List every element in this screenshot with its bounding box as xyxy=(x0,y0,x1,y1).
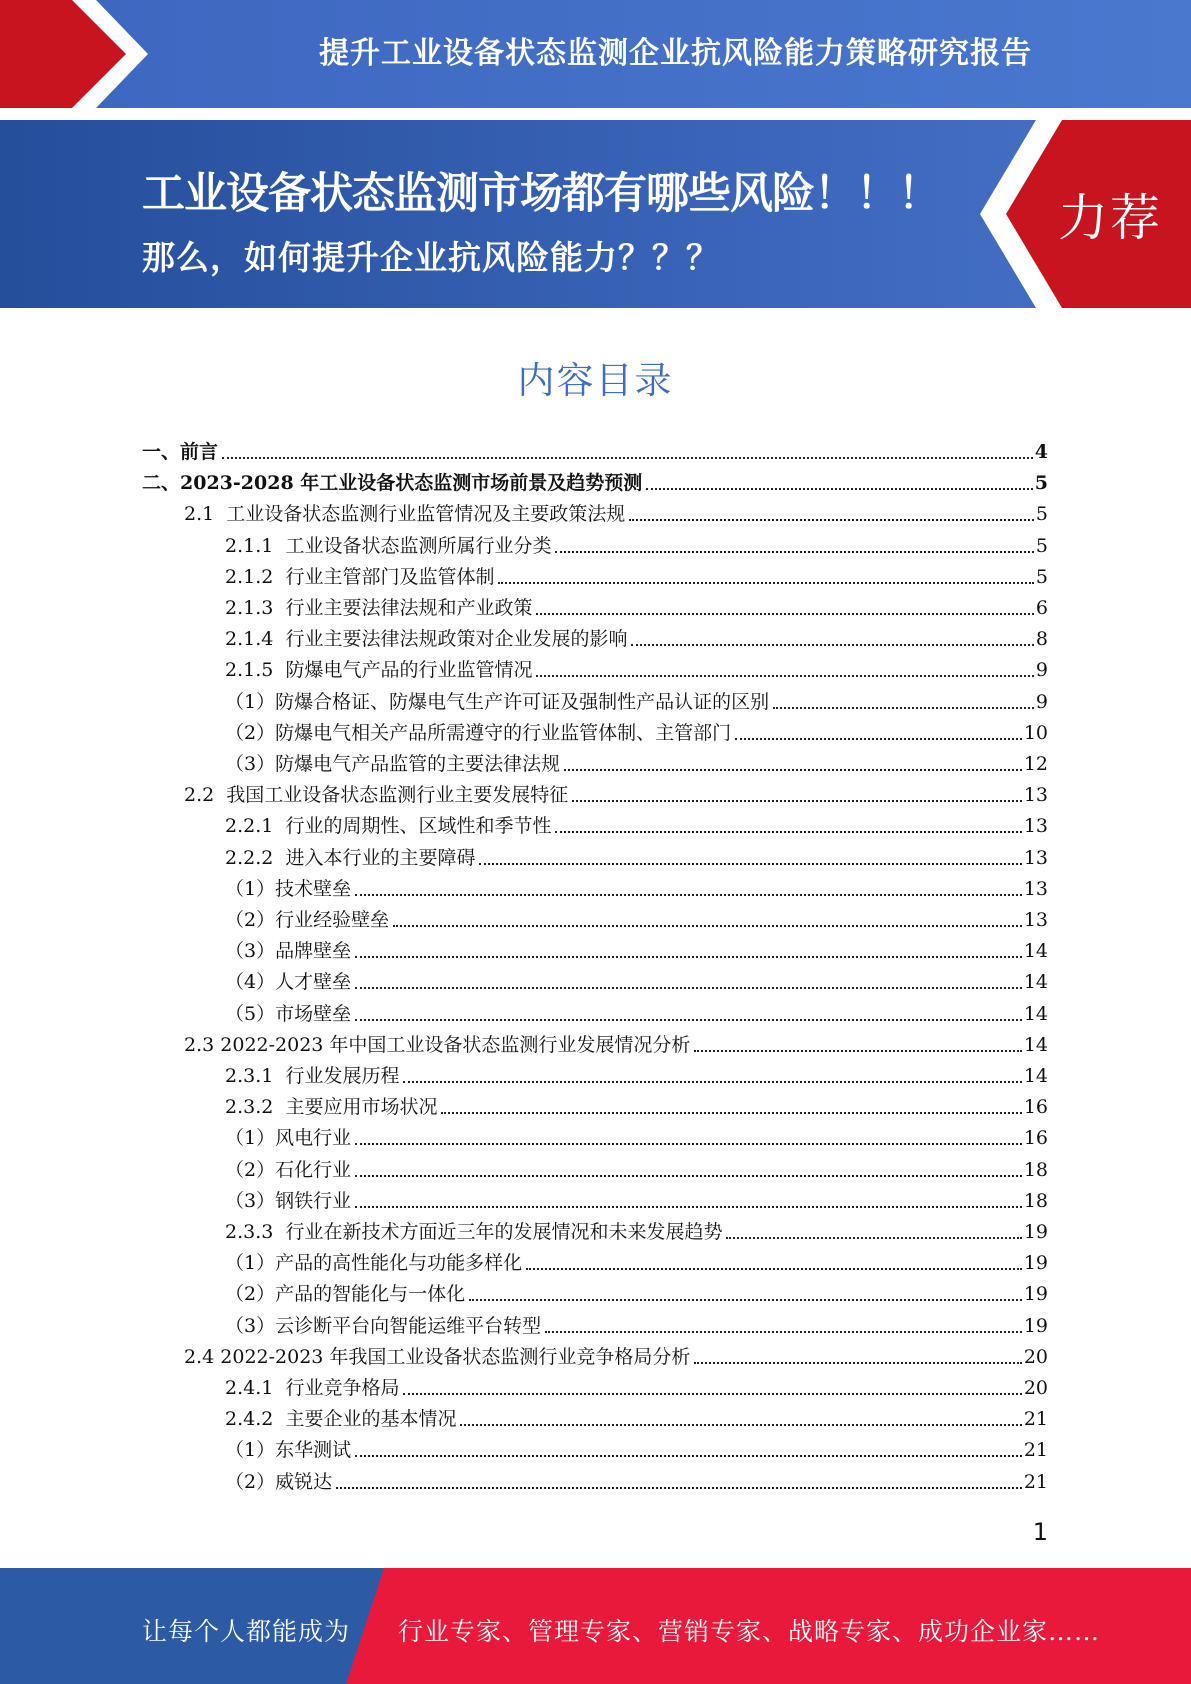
red-chevron-shape xyxy=(0,0,160,112)
toc-entry-label: 主要应用市场状况 xyxy=(285,1096,438,1119)
toc-entry[interactable] xyxy=(225,1186,1048,1216)
toc-leader-dots xyxy=(355,1206,1022,1208)
toc-entry[interactable] xyxy=(184,780,1048,810)
toc-entry-label: 前言 xyxy=(180,441,219,463)
toc-entry[interactable] xyxy=(225,999,1048,1029)
toc-leader-dots xyxy=(526,1268,1022,1270)
toc-entry-number: （1） xyxy=(225,1127,276,1150)
toc-leader-dots xyxy=(694,1362,1021,1364)
toc-entry-page: 14 xyxy=(1023,971,1048,994)
toc-entry[interactable] xyxy=(225,1373,1048,1403)
toc-entry[interactable] xyxy=(225,1404,1048,1434)
toc-entry-page: 14 xyxy=(1023,1065,1048,1087)
toc-entry-page: 16 xyxy=(1023,1096,1048,1119)
banner-headline: 工业设备状态监测市场都有哪些风险！！！ xyxy=(142,169,940,219)
toc-entry-page: 21 xyxy=(1023,1470,1048,1493)
toc-leader-dots xyxy=(545,1331,1022,1333)
banner-subheadline: 那么，如何提升企业抗风险能力？？？ xyxy=(142,238,720,277)
toc-entry-label: 防爆电气产品的行业监管情况 xyxy=(285,659,533,682)
toc-entry-number: （3） xyxy=(225,1189,276,1212)
toc-entry[interactable] xyxy=(225,936,1048,966)
toc-entry-number: 2.4.1 xyxy=(225,1377,286,1399)
toc-leader-dots xyxy=(479,863,1021,865)
toc-entry-number: 2.4 xyxy=(184,1345,221,1368)
toc-leader-dots xyxy=(355,956,1022,958)
toc-leader-dots xyxy=(726,1237,1021,1239)
toc-entry-page: 13 xyxy=(1023,909,1048,931)
toc-entry-page: 9 xyxy=(1035,659,1048,682)
toc-entry-number: 2.1.4 xyxy=(225,628,286,651)
toc-entry-page: 16 xyxy=(1023,1127,1048,1150)
toc-entry-page: 5 xyxy=(1035,534,1048,557)
toc-entry[interactable] xyxy=(225,1061,1048,1091)
toc-entry[interactable] xyxy=(142,437,1048,467)
toc-entry[interactable] xyxy=(184,499,1048,529)
toc-entry-label: 主要企业的基本情况 xyxy=(285,1408,457,1431)
toc-leader-dots xyxy=(498,582,1033,584)
toc-leader-dots xyxy=(403,1081,1021,1083)
toc-entry-page: 14 xyxy=(1023,1002,1048,1025)
toc-entry[interactable] xyxy=(225,531,1048,561)
report-title: 提升工业设备状态监测企业抗风险能力策略研究报告 xyxy=(319,36,1032,71)
toc-entry-page: 14 xyxy=(1023,1033,1048,1056)
toc-entry-label: 防爆合格证、防爆电气生产许可证及强制性产品认证的区别 xyxy=(275,690,770,713)
toc-entry[interactable] xyxy=(225,562,1048,592)
toc-entry-label: 行业主管部门及监管体制 xyxy=(285,565,495,588)
toc-entry-label: 品牌壁垒 xyxy=(275,940,352,963)
toc-entry[interactable] xyxy=(225,1279,1048,1309)
toc-entry-page: 6 xyxy=(1035,597,1048,619)
toc-entry-label: 防爆电气产品监管的主要法律法规 xyxy=(275,753,561,775)
toc-entry-number: 2.1.2 xyxy=(225,565,286,588)
toc-entry-number: （1） xyxy=(225,690,276,713)
toc-leader-dots xyxy=(336,1487,1022,1489)
toc-entry-number: 2.1.3 xyxy=(225,597,286,619)
toc-entry-number: 2.2.2 xyxy=(225,846,286,869)
toc-entry-page: 21 xyxy=(1023,1439,1048,1462)
toc-entry[interactable] xyxy=(225,1217,1048,1247)
toc-entry-number: （3） xyxy=(225,1314,276,1337)
toc-entry[interactable] xyxy=(225,593,1048,623)
toc-entry[interactable] xyxy=(225,874,1048,904)
toc-leader-dots xyxy=(631,644,1033,646)
toc-leader-dots xyxy=(572,800,1022,802)
toc-entry-label: 云诊断平台向智能运维平台转型 xyxy=(275,1314,542,1337)
toc-entry-number: （2） xyxy=(225,909,276,931)
toc-entry-page: 19 xyxy=(1023,1221,1048,1243)
toc-entry-label: 钢铁行业 xyxy=(275,1189,352,1212)
footer-slogan-right: 行业专家、管理专家、营销专家、战略专家、成功企业家…… xyxy=(398,1617,1101,1646)
toc-entry-number: 2.3.2 xyxy=(225,1096,286,1119)
toc-entry-label: 2022-2023 年我国工业设备状态监测行业竞争格局分析 xyxy=(220,1345,691,1368)
toc-entry-label: 我国工业设备状态监测行业主要发展特征 xyxy=(226,784,569,807)
toc-leader-dots xyxy=(555,551,1033,553)
toc-entry-number: （1） xyxy=(225,877,276,900)
toc-entry-label: 行业竞争格局 xyxy=(285,1377,400,1399)
toc-entry-label: 人才壁垒 xyxy=(275,971,352,994)
toc-leader-dots xyxy=(355,894,1022,896)
toc-entry-label: 市场壁垒 xyxy=(275,1002,352,1025)
toc-entry-page: 5 xyxy=(1034,472,1048,495)
toc-heading: 内容目录 xyxy=(517,359,674,402)
toc-leader-dots xyxy=(355,1455,1022,1457)
toc-entry-label: 行业主要法律法规和产业政策 xyxy=(285,597,533,619)
toc-entry[interactable] xyxy=(225,687,1048,717)
toc-entry-page: 9 xyxy=(1035,690,1048,713)
toc-entry-label: 技术壁垒 xyxy=(275,877,352,900)
toc-leader-dots xyxy=(355,1019,1022,1021)
toc-entry-label: 防爆电气相关产品所需遵守的行业监管体制、主管部门 xyxy=(275,721,732,744)
toc-leader-dots xyxy=(536,613,1033,615)
toc-leader-dots xyxy=(441,1112,1021,1114)
toc-entry-label: 行业在新技术方面近三年的发展情况和未来发展趋势 xyxy=(285,1221,723,1243)
toc-entry-page: 4 xyxy=(1034,441,1048,463)
toc-entry-number: 2.1.5 xyxy=(225,659,286,682)
toc-entry-label: 进入本行业的主要障碍 xyxy=(285,846,476,869)
toc-entry-page: 13 xyxy=(1023,877,1048,900)
footer-bar xyxy=(0,1568,1191,1684)
toc-entry[interactable] xyxy=(225,1155,1048,1185)
toc-entry-page: 10 xyxy=(1023,721,1048,744)
toc-entry[interactable] xyxy=(225,749,1048,779)
toc-entry-page: 13 xyxy=(1023,815,1048,838)
toc-entry-label: 行业经验壁垒 xyxy=(275,909,390,931)
toc-leader-dots xyxy=(555,831,1021,833)
toc-entry[interactable] xyxy=(225,905,1048,935)
toc-entry-page: 18 xyxy=(1023,1189,1048,1212)
footer-slogan-left: 让每个人都能成为 xyxy=(142,1617,351,1646)
toc-leader-dots xyxy=(629,519,1034,521)
toc-entry-number: 2.2 xyxy=(184,784,227,807)
toc-entry-label: 行业发展历程 xyxy=(285,1065,400,1087)
toc-entry-page: 5 xyxy=(1035,503,1048,526)
toc-entry-page: 20 xyxy=(1023,1377,1048,1399)
toc-entry-number: （3） xyxy=(225,753,276,775)
toc-entry-page: 18 xyxy=(1023,1158,1048,1181)
toc-entry-page: 12 xyxy=(1023,753,1048,775)
toc-entry-page: 19 xyxy=(1023,1252,1048,1275)
toc-entry-number: 2.3 xyxy=(184,1033,221,1056)
toc-entry[interactable] xyxy=(225,1123,1048,1153)
toc-entry-label: 2023-2028 年工业设备状态监测市场前景及趋势预测 xyxy=(180,472,643,495)
toc-leader-dots xyxy=(735,738,1022,740)
toc-leader-dots xyxy=(460,1424,1021,1426)
toc-leader-dots xyxy=(694,1050,1021,1052)
toc-entry-number: 2.2.1 xyxy=(225,815,286,838)
toc-entry[interactable] xyxy=(225,1467,1048,1497)
header-divider xyxy=(0,108,1191,120)
toc-entry-page: 13 xyxy=(1023,784,1048,807)
page-number: 1 xyxy=(1032,1518,1048,1546)
toc-leader-dots xyxy=(536,675,1033,677)
toc-entry[interactable] xyxy=(225,1092,1048,1122)
toc-entry-number: 2.1.1 xyxy=(225,534,286,557)
toc-leader-dots xyxy=(355,1175,1022,1177)
toc-entry-label: 工业设备状态监测行业监管情况及主要政策法规 xyxy=(226,503,626,526)
toc-entry-label: 威锐达 xyxy=(275,1470,333,1493)
toc-leader-dots xyxy=(355,987,1022,989)
toc-entry-number: 2.3.1 xyxy=(225,1065,286,1087)
toc-entry-page: 20 xyxy=(1023,1345,1048,1368)
toc-entry-label: 东华测试 xyxy=(275,1439,352,1462)
toc-entry[interactable] xyxy=(225,1435,1048,1465)
toc-entry[interactable] xyxy=(225,811,1048,841)
toc-entry[interactable] xyxy=(225,843,1048,873)
toc-entry[interactable] xyxy=(225,655,1048,685)
toc-entry-number: （2） xyxy=(225,1283,276,1306)
toc-entry-label: 行业的周期性、区域性和季节性 xyxy=(285,815,552,838)
toc-leader-dots xyxy=(222,457,1033,459)
toc-entry-number: 2.1 xyxy=(184,503,227,526)
toc-entry[interactable] xyxy=(225,1248,1048,1278)
toc-entry-number: 一、 xyxy=(142,441,181,463)
toc-entry-label: 行业主要法律法规政策对企业发展的影响 xyxy=(285,628,628,651)
toc-entry-page: 13 xyxy=(1023,846,1048,869)
toc-leader-dots xyxy=(393,925,1022,927)
toc-entry-number: （1） xyxy=(225,1252,276,1275)
toc-entry-number: 2.3.3 xyxy=(225,1221,286,1243)
toc-entry-label: 石化行业 xyxy=(275,1158,352,1181)
toc-entry-number: （2） xyxy=(225,1470,276,1493)
recommend-badge: 力荐 xyxy=(1058,189,1162,247)
toc-entry-number: （2） xyxy=(225,1158,276,1181)
toc-entry-number: （1） xyxy=(225,1439,276,1462)
toc-leader-dots xyxy=(646,488,1032,490)
toc-entry-label: 风电行业 xyxy=(275,1127,352,1150)
toc-entry-label: 产品的智能化与一体化 xyxy=(275,1283,466,1306)
toc-entry-number: （2） xyxy=(225,721,276,744)
toc-entry-number: （3） xyxy=(225,940,276,963)
toc-entry[interactable] xyxy=(225,718,1048,748)
toc-entry-page: 5 xyxy=(1035,565,1048,588)
toc-leader-dots xyxy=(773,707,1034,709)
toc-entry-number: （5） xyxy=(225,1002,276,1025)
toc-entry-label: 产品的高性能化与功能多样化 xyxy=(275,1252,523,1275)
toc-entry-page: 14 xyxy=(1023,940,1048,963)
toc-entry-number: 二、 xyxy=(142,472,181,495)
toc-leader-dots xyxy=(564,769,1022,771)
toc-entry[interactable] xyxy=(225,967,1048,997)
toc-leader-dots xyxy=(469,1299,1022,1301)
toc-entry[interactable] xyxy=(225,624,1048,654)
toc-entry-page: 8 xyxy=(1035,628,1048,651)
toc-leader-dots xyxy=(355,1143,1022,1145)
toc-entry-label: 2022-2023 年中国工业设备状态监测行业发展情况分析 xyxy=(220,1033,691,1056)
toc-entry-page: 21 xyxy=(1023,1408,1048,1431)
toc-entry-label: 工业设备状态监测所属行业分类 xyxy=(285,534,552,557)
toc-entry[interactable] xyxy=(142,468,1048,498)
toc-entry-number: （4） xyxy=(225,971,276,994)
toc-entry-number: 2.4.2 xyxy=(225,1408,286,1431)
toc-entry[interactable] xyxy=(184,1342,1048,1372)
toc-entry[interactable] xyxy=(184,1030,1048,1060)
toc-leader-dots xyxy=(403,1393,1021,1395)
toc-entry[interactable] xyxy=(225,1311,1048,1341)
toc-entry-page: 19 xyxy=(1023,1283,1048,1306)
toc-entry-page: 19 xyxy=(1023,1314,1048,1337)
